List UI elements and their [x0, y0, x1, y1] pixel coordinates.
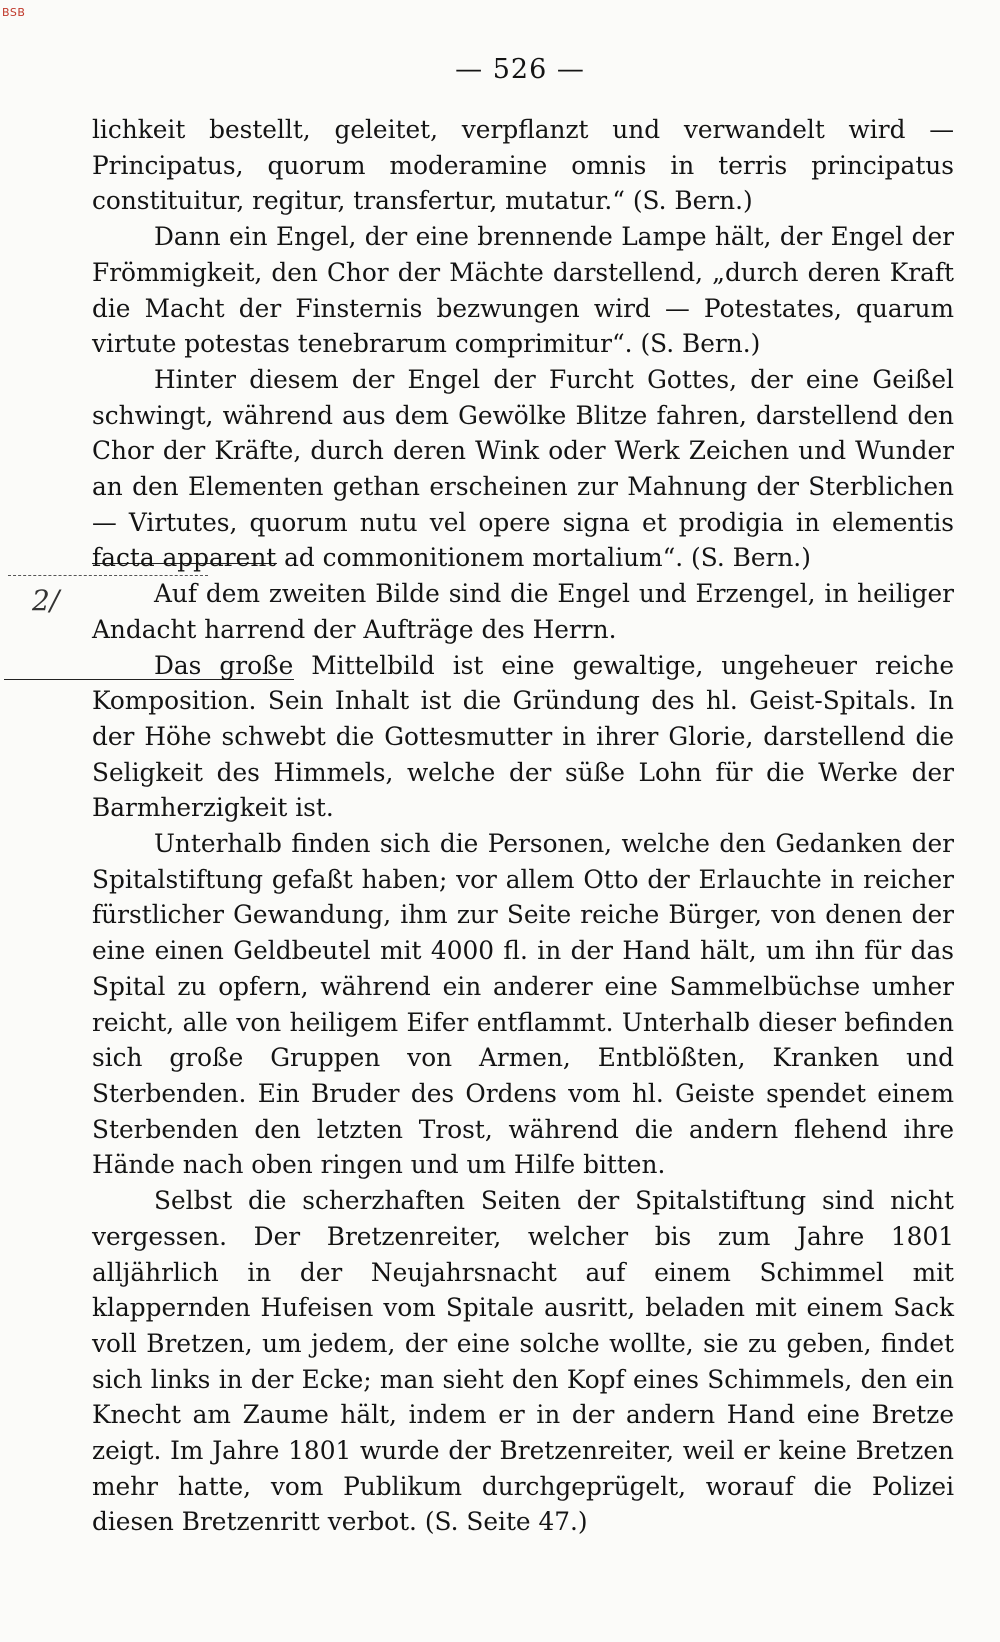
page-number: — 526 —	[455, 54, 585, 85]
paragraph: Das große Mittelbild ist eine gewaltige, ungeheuer reiche Komposition. Sein Inhalt ist die Gründung des hl. Geist-Spitals. In der Höhe schwebt die Gottesmutter in ihrer Glorie, darstellend die Seligkeit des Himmels, welche der süße Lohn für die Werke der Barmherzigkeit ist.	[92, 650, 954, 823]
paragraph: Unterhalb finden sich die Personen, welche den Gedanken der Spitalstiftung gefaßt haben; vor allem Otto der Erlauchte in reicher fürstlicher Gewandung, ihm zur Seite reiche Bürger, von denen der eine einen Geldbeutel mit 4000 fl. in der Hand hält, um ihn für das Spital zu opfern, während ein anderer eine Sammelbüchse umher reicht, alle von heiligem Eifer entflammt. Unterhalb dieser befinden sich große Gruppen von Armen, Entblößten, Kranken und Sterbenden. Ein Bruder des Ordens vom hl. Geiste spendet einem Sterbenden den letzten Trost, während die andern flehend ihre Hände nach oben ringen und um Hilfe bitten.	[92, 829, 954, 1180]
paragraph: Auf dem zweiten Bilde sind die Engel und Erzengel, in heiliger Andacht harrend der Aufträge des Herrn.	[92, 579, 954, 644]
paragraph: Hinter diesem der Engel der Furcht Gottes, der eine Geißel schwingt, während aus dem Gewölke Blitze fahren, darstellend den Chor der Kräfte, durch deren Wink oder Werk Zeichen und Wunder an den Elementen gethan erscheinen zur Mahnung der Sterblichen — Virtutes, quorum nutu vel opere signa et prodigia in elementis facta apparent ad commonitionem mortalium“. (S. Bern.)	[92, 364, 954, 573]
paragraph: lichkeit bestellt, geleitet, verpflanzt und verwandelt wird — Principatus, quorum moderamine omnis in terris principatus constituitur, regitur, transfertur, mutatur.“ (S. Bern.)	[92, 115, 954, 216]
body-text	[92, 112, 954, 1540]
margin-annotation: 2/	[32, 584, 60, 617]
paragraph: Selbst die scherzhaften Seiten der Spitalstiftung sind nicht vergessen. Der Bretzenreiter, welcher bis zum Jahre 1801 alljährlich in der Neujahrsnacht auf einem Schimmel mit klappernden Hufeisen vom Spitale ausritt, beladen mit einem Sack voll Bretzen, um jedem, der eine solche wollte, sie zu geben, findet sich links in der Ecke; man sieht den Kopf eines Schimmels, den ein Knecht am Zaume hält, indem er in der andern Hand eine Bretze zeigt. Im Jahre 1801 wurde der Bretzenreiter, weil er keine Bretzen mehr hatte, vom Publikum durchgeprügelt, worauf die Polizei diesen Bretzenritt verbot. (S. Seite 47.)	[92, 1186, 954, 1537]
paragraph: Dann ein Engel, der eine brennende Lampe hält, der Engel der Frömmigkeit, den Chor der Mächte darstellend, „durch deren Kraft die Macht der Finsternis bezwungen wird — Potestates, quarum virtute potestas tenebrarum comprimitur“. (S. Bern.)	[92, 222, 954, 359]
library-stamp: BSB	[2, 6, 26, 19]
